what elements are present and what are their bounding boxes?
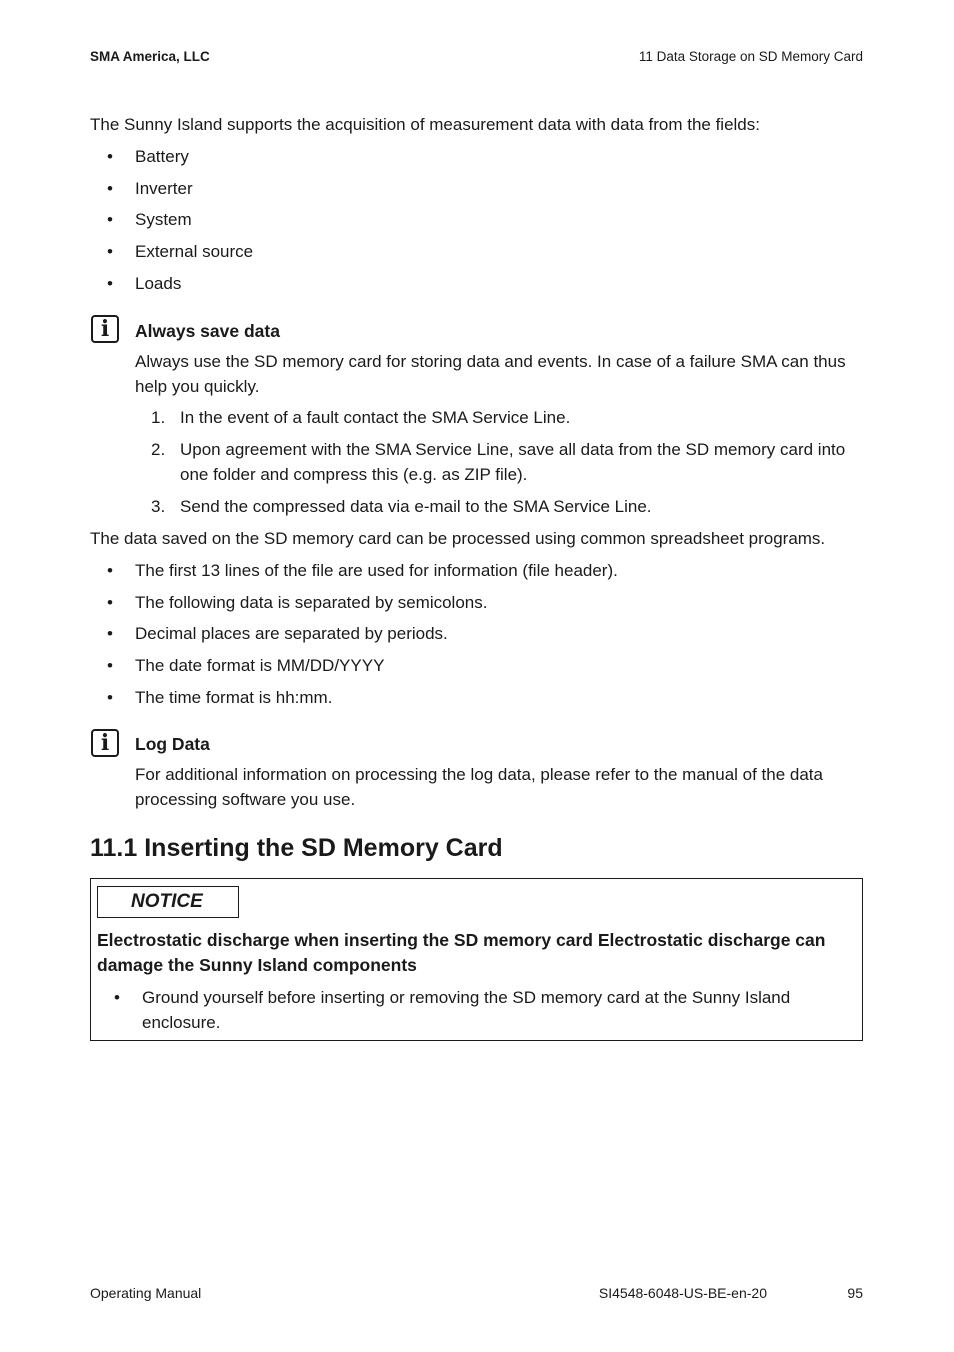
info-icon: i [91, 315, 119, 343]
list-item: • The following data is separated by semicolons. [90, 590, 870, 615]
list-item: • System [90, 207, 870, 232]
info-save-title: Always save data [135, 321, 280, 341]
notice-list [97, 985, 817, 1035]
list-item: • The time format is hh:mm. [90, 685, 870, 710]
info-icon: i [91, 729, 119, 757]
info-log-text: For additional information on processing the log data, please refer to the manual of the data processing software you use. [135, 765, 823, 809]
step-number: 3. [151, 497, 166, 516]
processing-list [90, 558, 870, 710]
step-number: 2. [151, 440, 166, 459]
list-item: • Ground yourself before inserting or removing the SD memory card at the Sunny Island enclosure. [97, 985, 817, 1035]
list-item: • Decimal places are separated by periods. [90, 621, 870, 646]
info-save-text: Always use the SD memory card for storing data and events. In case of a failure SMA can thus help you quickly. [135, 352, 846, 396]
step-text: In the event of a fault contact the SMA Service Line. [180, 408, 571, 427]
list-item [135, 437, 865, 487]
list-item: • The date format is MM/DD/YYYY [90, 653, 870, 678]
list-item: • Battery [90, 144, 870, 169]
list-item: • Inverter [90, 176, 870, 201]
list-item: • Loads [90, 271, 870, 296]
step-text: Send the compressed data via e-mail to the SMA Service Line. [180, 497, 652, 516]
list-item [135, 405, 865, 430]
step-number: 1. [151, 408, 166, 427]
notice-label: NOTICE [97, 886, 239, 918]
list-item: • External source [90, 239, 870, 264]
step-text: Upon agreement with the SMA Service Line, save all data from the SD memory card into one folder and compress this (e.g. as ZIP file). [180, 440, 846, 484]
footer-manual: Operating Manual [90, 1285, 202, 1301]
page-number: 95 [847, 1285, 863, 1301]
fields-list [90, 144, 870, 296]
list-item: • The first 13 lines of the file are used for information (file header). [90, 558, 870, 583]
save-steps-list [135, 405, 865, 519]
processing-intro: The data saved on the SD memory card can be processed using common spreadsheet programs. [90, 529, 826, 548]
header-chapter: 11 Data Storage on SD Memory Card [638, 49, 863, 64]
info-log-title: Log Data [135, 734, 210, 754]
header-company: SMA America, LLC [90, 49, 210, 64]
list-item [135, 494, 865, 519]
notice-box [90, 878, 863, 1041]
section-title: 11.1 Inserting the SD Memory Card [90, 834, 503, 862]
intro-text: The Sunny Island supports the acquisition of measurement data with data from the fields: [90, 115, 760, 134]
footer-doc-id: SI4548-6048-US-BE-en-20 [598, 1285, 767, 1301]
notice-heading: Electrostatic discharge when inserting the SD memory card Electrostatic discharge can damage the Sunny Island components [97, 930, 826, 975]
